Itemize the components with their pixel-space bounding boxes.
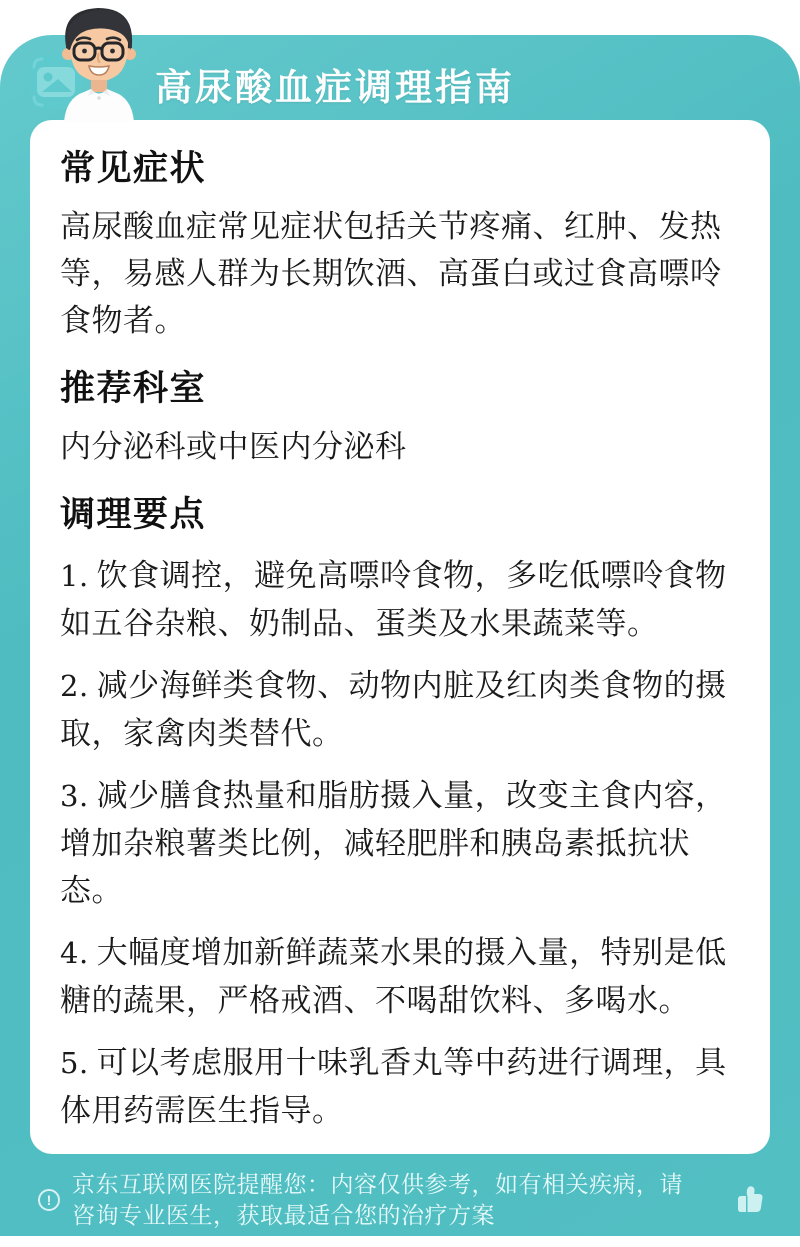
department-text: 内分泌科或中医内分泌科	[60, 429, 407, 464]
symptoms-text: 高尿酸血症常见症状包括关节疼痛、红肿、发热等，易感人群为长期饮酒、高蛋白或过食高嘌呤食物者。	[60, 209, 722, 338]
info-icon: !	[38, 1189, 60, 1211]
teal-panel	[0, 35, 800, 1236]
page-title: 高尿酸血症调理指南	[155, 67, 515, 108]
list-item-number: 5.	[60, 1046, 89, 1080]
thumbs-up-button[interactable]	[728, 1180, 768, 1220]
section-heading-symptoms: 常见症状	[60, 149, 207, 188]
doctor-avatar	[44, 2, 152, 122]
list-item-number: 2.	[60, 669, 89, 703]
list-item-text: 减少膳食热量和脂肪摄入量，改变主食内容，增加杂粮薯类比例，减轻肥胖和胰岛素抵抗状态。	[60, 778, 727, 908]
list-item-number: 1.	[60, 559, 89, 593]
list-item-number: 4.	[60, 936, 89, 970]
list-item-text: 饮食调控，避免高嘌呤食物，多吃低嘌呤食物如五谷杂粮、奶制品、蛋类及水果蔬菜等。	[60, 558, 727, 641]
list-item-text: 可以考虑服用十味乳香丸等中药进行调理，具体用药需医生指导。	[60, 1045, 727, 1128]
list-item	[60, 552, 740, 647]
list-item	[60, 929, 740, 1024]
footer-disclaimer-bar	[38, 1162, 774, 1238]
list-item-text: 减少海鲜类食物、动物内脏及红肉类食物的摄取，家禽肉类替代。	[60, 668, 727, 751]
thumbs-up-icon	[728, 1180, 768, 1220]
list-item-number: 3.	[60, 779, 89, 813]
list-item	[60, 662, 740, 757]
section-heading-key-points: 调理要点	[60, 495, 207, 534]
section-heading-department: 推荐科室	[60, 369, 207, 408]
disclaimer-text: 京东互联网医院提醒您：内容仅供参考，如有相关疾病，请咨询专业医生，获取最适合您的治疗方案	[72, 1171, 683, 1228]
list-item	[60, 772, 740, 914]
list-item-text: 大幅度增加新鲜蔬菜水果的摄入量，特别是低糖的蔬果，严格戒酒、不喝甜饮料、多喝水。	[60, 935, 727, 1018]
list-item	[60, 1039, 740, 1134]
content-card	[30, 120, 770, 1154]
